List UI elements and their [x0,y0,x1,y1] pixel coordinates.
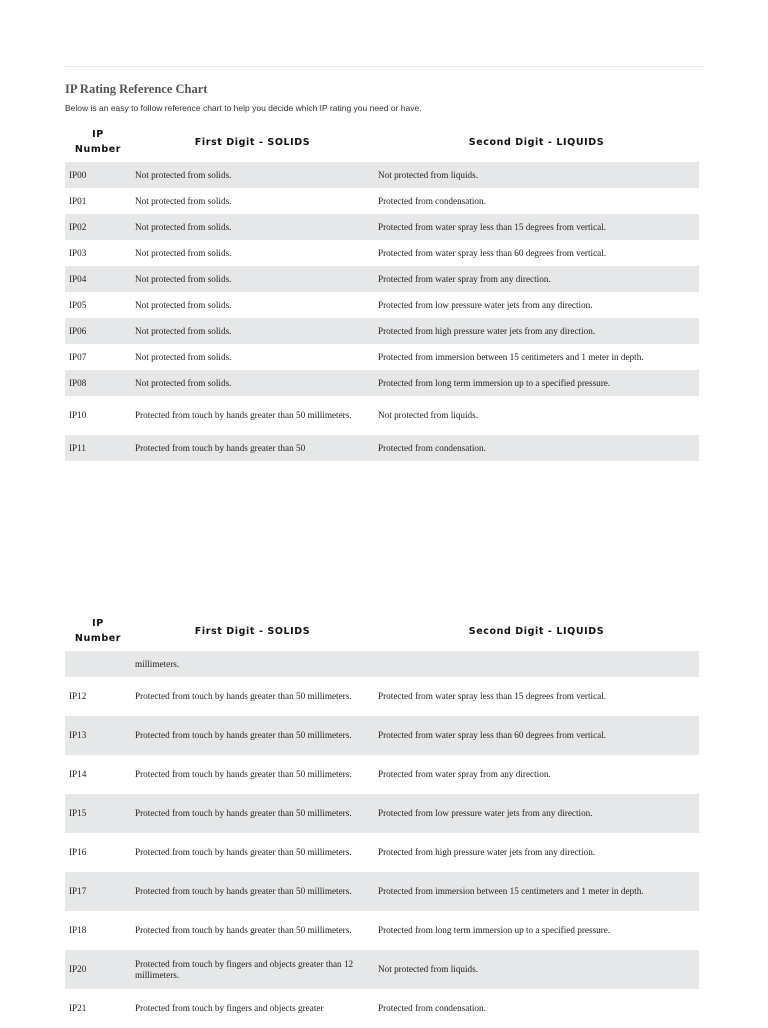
ip-number-cell: IP01 [69,195,87,206]
table-row [65,370,699,396]
solids-cell: Not protected from solids. [131,214,374,240]
liquids-cell: Protected from immersion between 15 centimeters and 1 meter in depth. [374,872,699,911]
table-row [65,989,699,1028]
ip-number-cell: IP02 [65,214,131,240]
solids-cell: Protected from touch by hands greater than 50 [131,435,374,461]
ip-rating-table-2 [65,611,699,1028]
liquids-cell [374,651,699,677]
table-row [65,872,699,911]
ip-number-cell: IP13 [65,716,131,755]
solids-cell: Protected from touch by hands greater than 50 millimeters. [135,769,352,779]
table-row [65,794,699,833]
solids-cell: Not protected from solids. [135,299,232,310]
solids-cell: Not protected from solids. [131,370,374,396]
liquids-cell: Protected from high pressure water jets from any direction. [378,847,596,857]
liquids-cell: Protected from water spray less than 60 degrees from vertical. [378,247,607,258]
liquids-cell: Protected from condensation. [378,195,486,206]
solids-cell: Not protected from solids. [135,351,232,362]
solids-cell: Not protected from solids. [131,162,374,188]
ip-number-cell: IP15 [65,794,131,833]
solids-cell: Protected from touch by fingers and objects greater [135,1003,324,1013]
ip-number-cell [65,651,131,677]
solids-cell: Not protected from solids. [131,318,374,344]
header-ip-number-line1: IP [92,129,104,140]
solids-cell: Protected from touch by fingers and objects greater than 12 millimeters. [131,950,374,989]
header-ip-number [65,122,131,162]
header-first-digit: First Digit - SOLIDS [194,136,311,148]
table-row [65,435,699,461]
header-ip-number-line2: Number [74,633,122,644]
header-first-digit: First Digit - SOLIDS [194,625,311,637]
solids-cell: Not protected from solids. [135,195,232,206]
ip-number-cell: IP08 [65,370,131,396]
solids-cell: Not protected from solids. [131,266,374,292]
liquids-cell: Not protected from liquids. [374,950,699,989]
solids-cell: Protected from touch by hands greater than 50 millimeters. [135,847,352,857]
liquids-cell: Protected from high pressure water jets from any direction. [374,318,699,344]
table-row [65,755,699,794]
ip-number-cell: IP21 [69,1003,87,1013]
table-row [65,833,699,872]
solids-cell: Protected from touch by hands greater than 50 millimeters. [131,794,374,833]
liquids-cell: Protected from water spray less than 15 degrees from vertical. [374,214,699,240]
page-title: IP Rating Reference Chart [65,82,208,96]
liquids-cell: Protected from water spray from any direction. [378,769,551,779]
liquids-cell: Protected from water spray less than 60 degrees from vertical. [374,716,699,755]
ip-number-cell: IP06 [65,318,131,344]
page-intro: Below is an easy to follow reference chart to help you decide which IP rating you need or have. [65,103,422,113]
table-row [65,188,699,214]
table-row [65,214,699,240]
ip-rating-table-1 [65,122,699,461]
header-second-digit: Second Digit - LIQUIDS [468,625,605,637]
liquids-cell: Protected from immersion between 15 centimeters and 1 meter in depth. [378,351,644,362]
header-ip-number-line1: IP [92,618,104,629]
table-header-row [65,122,699,162]
ip-number-cell: IP03 [69,247,87,258]
header-second-digit: Second Digit - LIQUIDS [468,136,605,148]
solids-cell: millimeters. [131,651,374,677]
ip-number-cell: IP16 [69,847,87,857]
table-row [65,911,699,950]
ip-number-cell: IP04 [65,266,131,292]
ip-number-cell: IP17 [65,872,131,911]
liquids-cell: Not protected from liquids. [374,162,699,188]
table-row [65,396,699,435]
ip-number-cell: IP00 [65,162,131,188]
table-row [65,292,699,318]
solids-cell: Protected from touch by hands greater than 50 millimeters. [135,410,352,420]
ip-number-cell: IP14 [69,769,87,779]
solids-cell: Protected from touch by hands greater than 50 millimeters. [135,691,352,701]
ip-number-cell: IP18 [69,925,87,935]
ip-number-cell: IP20 [65,950,131,989]
table-row [65,344,699,370]
table-header-row [65,611,699,651]
table-row [65,240,699,266]
liquids-cell: Protected from condensation. [378,1003,486,1013]
liquids-cell: Protected from low pressure water jets from any direction. [374,794,699,833]
header-ip-number-line2: Number [74,144,122,155]
table-row [65,716,699,755]
header-ip-number [65,611,131,651]
table-row [65,677,699,716]
solids-cell: Protected from touch by hands greater than 50 millimeters. [131,716,374,755]
table-row [65,651,699,677]
table-row [65,162,699,188]
ip-number-cell: IP05 [69,299,87,310]
table-row [65,950,699,989]
table-row [65,266,699,292]
solids-cell: Not protected from solids. [135,247,232,258]
liquids-cell: Protected from long term immersion up to a specified pressure. [378,925,611,935]
ip-number-cell: IP10 [69,410,87,420]
solids-cell: Protected from touch by hands greater than 50 millimeters. [131,872,374,911]
ip-number-cell: IP12 [69,691,87,701]
table-row [65,318,699,344]
liquids-cell: Protected from long term immersion up to a specified pressure. [374,370,699,396]
top-divider [65,66,705,67]
ip-number-cell: IP11 [65,435,131,461]
liquids-cell: Not protected from liquids. [378,410,479,420]
liquids-cell: Protected from water spray from any direction. [374,266,699,292]
liquids-cell: Protected from water spray less than 15 degrees from vertical. [378,691,607,701]
liquids-cell: Protected from condensation. [374,435,699,461]
ip-number-cell: IP07 [69,351,87,362]
liquids-cell: Protected from low pressure water jets from any direction. [378,299,593,310]
solids-cell: Protected from touch by hands greater than 50 millimeters. [135,925,352,935]
